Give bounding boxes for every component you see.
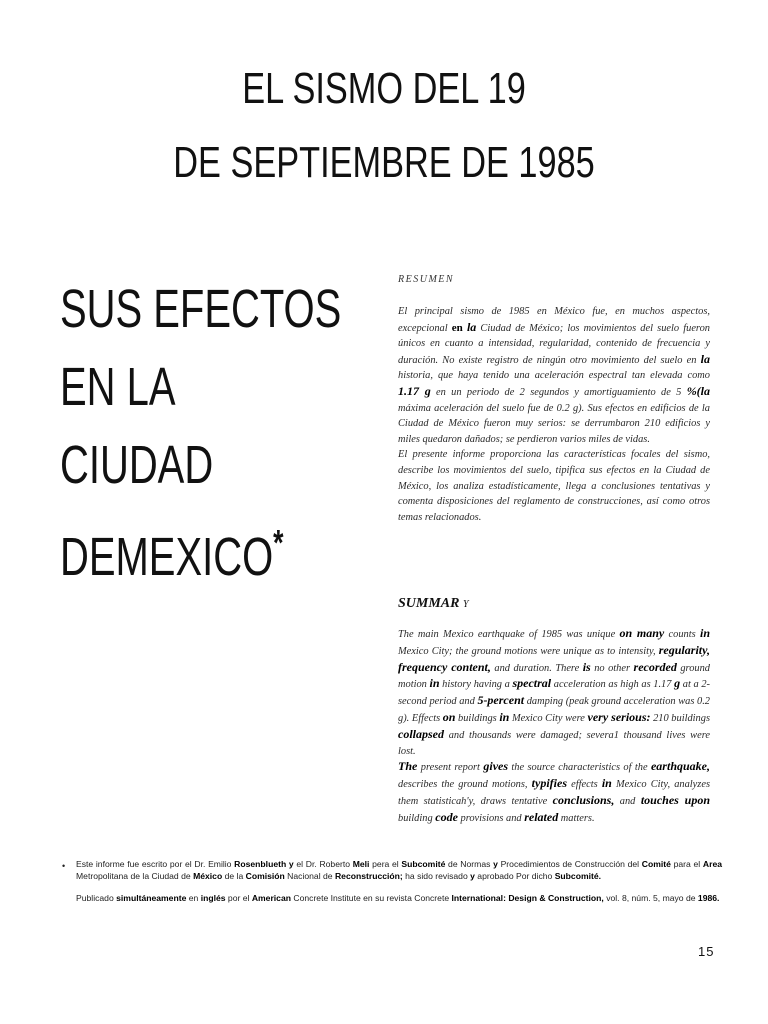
footnote-paragraph-2 xyxy=(76,892,722,904)
text-run: typifies xyxy=(531,776,567,791)
heading-line-4-text: DEMEXICO xyxy=(60,527,274,587)
text-run: recorded xyxy=(633,659,677,674)
text-run: %(la xyxy=(686,383,711,398)
text-run: counts xyxy=(664,629,700,640)
text-run: is xyxy=(582,659,591,674)
text-run: Subcomité. xyxy=(554,871,602,881)
heading-line-4 xyxy=(60,504,297,596)
heading-line-1: SUS EFECTOS xyxy=(60,279,342,339)
text-run: en xyxy=(451,321,463,334)
text-run: Area xyxy=(702,859,722,869)
text-run: en xyxy=(186,893,201,903)
text-run: Publicado xyxy=(76,893,117,903)
text-run: and xyxy=(614,795,641,807)
text-run: 1.17 g xyxy=(398,383,431,398)
footnote-paragraph-1 xyxy=(76,858,722,882)
text-run: Reconstrucción; xyxy=(334,871,403,881)
text-run: la xyxy=(466,319,477,334)
text-run: Subcomité xyxy=(401,859,446,869)
text-run: matters. xyxy=(558,812,595,824)
text-run: inglés xyxy=(200,893,226,903)
text-run: de Normas xyxy=(445,859,494,869)
text-run: no other xyxy=(590,662,634,674)
text-run: the source characteristics of the xyxy=(508,762,651,774)
text-run: provisions and xyxy=(457,812,525,824)
text-run: at a 2-second period and xyxy=(398,679,710,708)
resumen-paragraph-2: El presente informe proporciona las características focales del sismo, describe los movimientos del suelo, tipifica sus efectos en la Ciudad de México, los analiza estadísticamente, llega a conclusiones tentativas y comenta disposiciones del reglamento de construcciones, así como otros temas relacionados. xyxy=(398,449,710,523)
text-run: Mexico City were xyxy=(509,712,588,724)
heading-line-2: EN LA xyxy=(60,357,176,417)
text-run: in xyxy=(601,776,612,791)
text-run: El principal sismo de 1985 en México fue, en muchos aspectos, excepcional xyxy=(398,306,710,334)
footnote-bullet: • xyxy=(62,861,66,871)
text-run: conclusions, xyxy=(552,792,615,807)
text-run: The main Mexico earthquake of 1985 was unique xyxy=(398,629,620,640)
text-run: 5-percent xyxy=(477,693,525,708)
text-run: aprobado Por dicho xyxy=(474,871,555,881)
text-run: touches upon xyxy=(640,792,710,807)
text-run: collapsed xyxy=(398,726,444,741)
main-title-line-2: DE SEPTIEMBRE DE 1985 xyxy=(173,138,595,187)
summary-label-text: SUMMAR xyxy=(398,596,460,611)
text-run: Comisión xyxy=(245,871,285,881)
text-run: The xyxy=(398,759,418,774)
text-run: Concrete Institute en su revista Concrete xyxy=(291,893,452,903)
text-run: Mexico City, analyzes them statisticah'y, draws tentative xyxy=(398,779,710,807)
text-run: and duration. There xyxy=(490,662,583,674)
text-run: Este informe fue escrito por el Dr. Emilio xyxy=(76,859,235,869)
text-run: en un periodo de 2 segundos y amortiguamiento de 5 xyxy=(430,386,687,398)
text-run: Metropolitana de la Ciudad de xyxy=(76,871,194,881)
text-run: Procedimientos de Construcción del xyxy=(497,859,642,869)
text-run: buildings xyxy=(455,712,500,724)
text-run: y xyxy=(286,859,297,869)
summary-label-y: Y xyxy=(462,599,471,610)
text-run: on xyxy=(442,709,456,724)
text-run: el Dr. Roberto xyxy=(296,859,353,869)
resumen-body xyxy=(398,304,710,525)
text-run: related xyxy=(524,809,559,824)
text-run: y xyxy=(493,859,498,869)
text-run: vol. 8, núm. 5, mayo de xyxy=(603,893,698,903)
page-number: 15 xyxy=(698,944,715,959)
text-run: Comité xyxy=(641,859,671,869)
text-run: effects xyxy=(567,779,602,791)
text-run: 210 buildings xyxy=(650,712,710,724)
text-run: ground motion xyxy=(398,662,710,691)
text-run: building xyxy=(398,812,436,824)
text-run: México xyxy=(193,871,223,881)
resumen-label: RESUMEN xyxy=(398,274,455,285)
footnote xyxy=(62,858,722,914)
text-run: y xyxy=(470,871,475,881)
text-run: Mexico City; the ground motions were unique as to intensity, xyxy=(398,645,659,657)
text-run: code xyxy=(435,809,458,824)
text-run: 1986. xyxy=(697,893,720,903)
summary-paragraph-2 xyxy=(398,759,710,826)
heading-line-3: CIUDAD xyxy=(60,435,214,495)
text-run: ha sido revisado xyxy=(402,871,471,881)
text-run: acceleration as high as 1.17 xyxy=(551,679,675,691)
summary-body xyxy=(398,626,710,827)
text-run: simultáneamente xyxy=(116,893,187,903)
text-run: g xyxy=(674,676,681,691)
main-title-line-1: EL SISMO DEL 19 xyxy=(242,64,526,113)
text-run: para el xyxy=(670,859,703,869)
text-run: in xyxy=(429,676,440,691)
text-run: Nacional de xyxy=(284,871,335,881)
text-run: International: Design & Construction, xyxy=(451,893,604,903)
main-title xyxy=(84,52,683,200)
text-run: earthquake, xyxy=(650,759,710,774)
summary-label xyxy=(398,596,471,612)
text-run: in xyxy=(499,709,510,724)
text-run: American xyxy=(251,893,291,903)
text-run: Ciudad de México; los movimientos del suelo fueron únicos en cuanto a intensidad, regularidad, contenido de frecuencia y duración. No existe registro de ningún otro movimiento del suelo en xyxy=(398,322,710,366)
text-run: and thousands were damaged; severa1 thousand lives were lost. xyxy=(398,729,710,757)
text-run: Rosenblueth xyxy=(234,859,287,869)
text-run: in xyxy=(700,626,711,640)
text-run: gives xyxy=(483,759,509,774)
text-run: la xyxy=(700,351,710,366)
section-heading xyxy=(60,270,342,596)
text-run: damping (peak ground acceleration was 0.2 g). Effects xyxy=(398,696,710,724)
text-run: pera el xyxy=(369,859,402,869)
text-run: por el xyxy=(225,893,252,903)
text-run: present report xyxy=(417,762,484,774)
resumen-paragraph-1 xyxy=(398,304,710,447)
text-run: Meli xyxy=(352,859,370,869)
text-run: describes the ground motions, xyxy=(398,779,532,791)
text-run: history having a xyxy=(439,679,513,691)
text-run: máxima aceleración del suelo fue de 0.2 g). Sus efectos en edificios de la Ciudad de México fueron muy serios: se derrumbaron 210 edificios y miles quedaron dañados; se perdieron varios miles de vidas. xyxy=(398,402,710,445)
summary-paragraph-1 xyxy=(398,626,710,759)
text-run: regularity, frequency content, xyxy=(398,642,710,674)
text-run: on many xyxy=(619,626,665,640)
text-run: very serious: xyxy=(587,709,651,724)
text-run: historia, que haya tenido una aceleración espectral tan elevada como xyxy=(398,370,710,382)
footnote-asterisk: * xyxy=(273,522,284,563)
text-run: de la xyxy=(222,871,246,881)
text-run: spectral xyxy=(512,676,552,691)
